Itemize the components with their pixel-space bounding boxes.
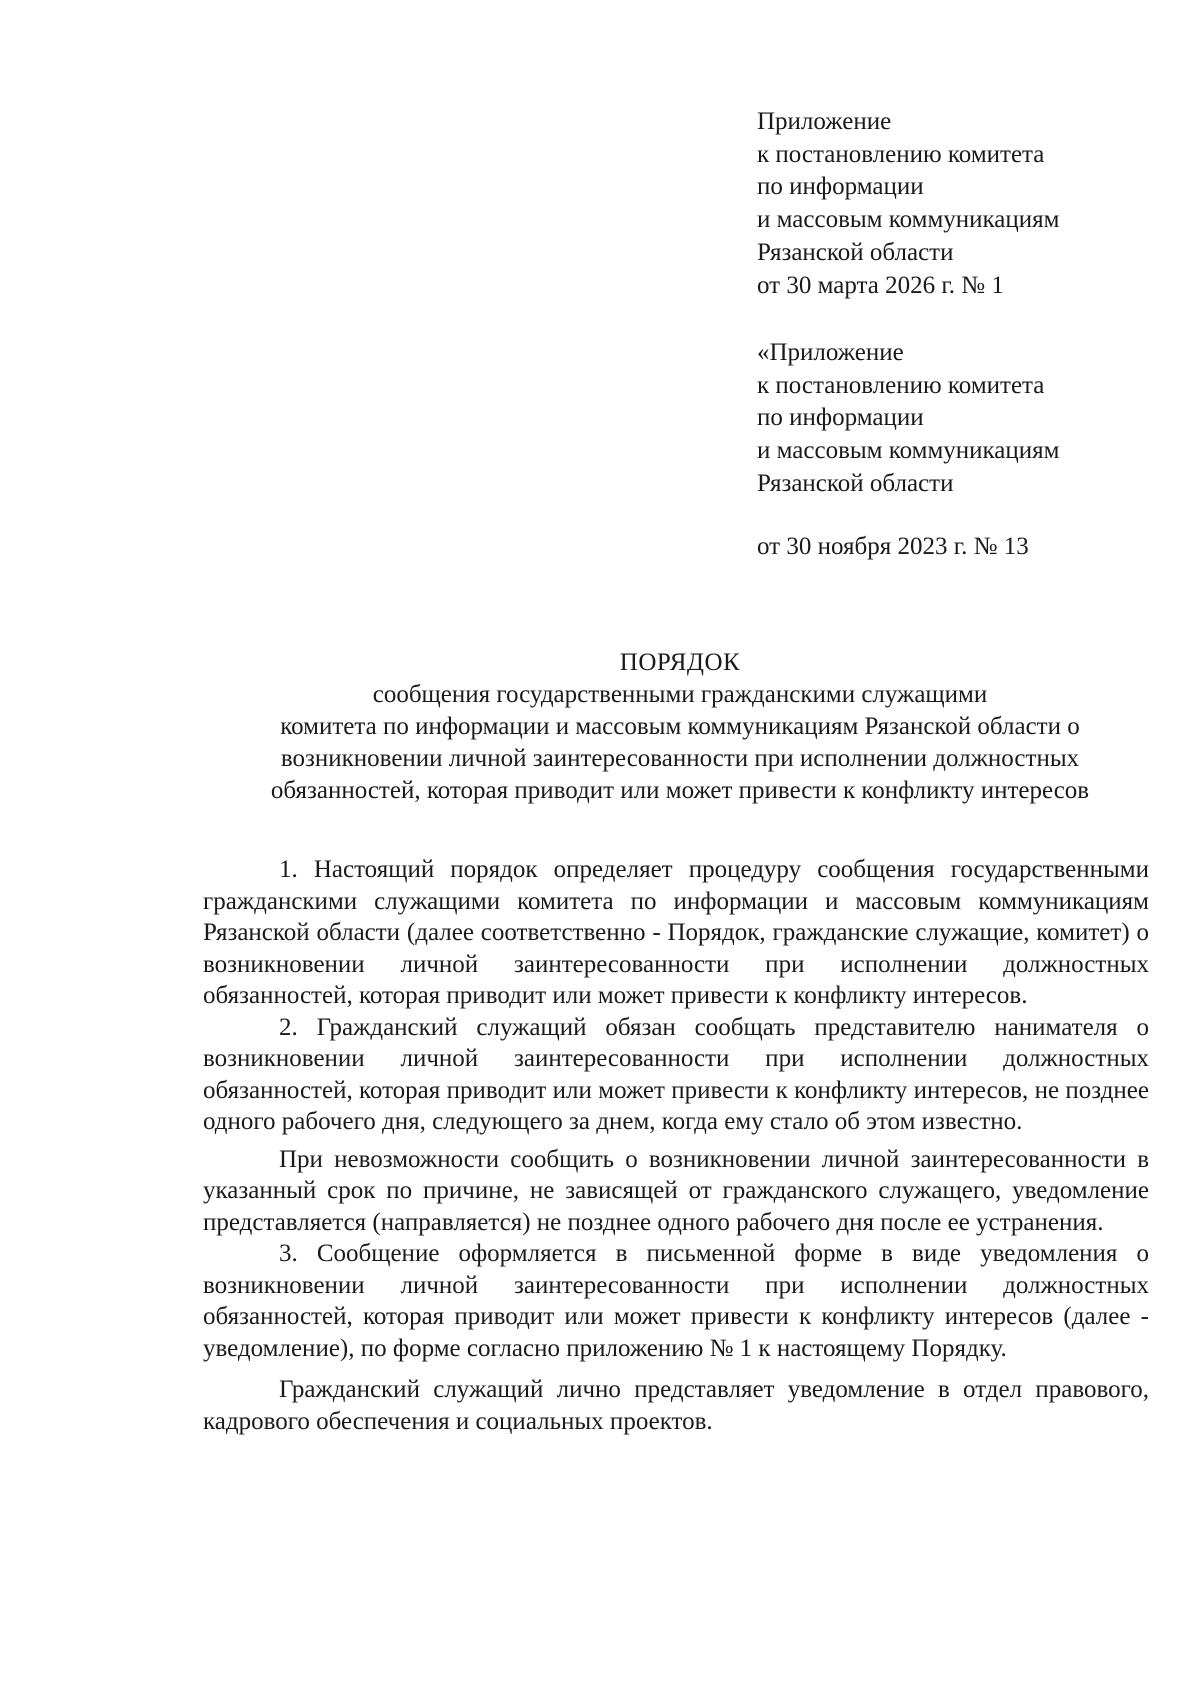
document-body xyxy=(203,854,1149,1437)
appendix-date: от 30 марта 2026 г. № 1 xyxy=(757,271,1004,299)
title-heading: ПОРЯДОК xyxy=(619,649,741,676)
appendix-header-current xyxy=(757,106,1059,302)
appendix-line: и массовым коммуникациям xyxy=(757,206,1060,234)
paragraph-2-continued: При невозможности сообщить о возникновении личной заинтересованности в указанный срок по причине, не зависящей от гражданского служащего, уведомление представляется (направляется) не позднее одного рабочего дня после ее устранения. xyxy=(203,1145,1149,1236)
appendix-header-previous xyxy=(757,337,1059,501)
appendix-line: Рязанской области xyxy=(757,238,954,266)
title-line: комитета по информации и массовым коммуникациям Рязанской области о xyxy=(280,713,1080,740)
paragraph-1: 1. Настоящий порядок определяет процедуру сообщения государственными гражданскими служащими комитета по информации и массовым коммуникациям Рязанской области (далее соответственно - Порядок, гражданские служащие, комитет) о возникновении личной заинтересованности при исполнении должностных обязанностей, которая приводит или может привести к конфликту интересов. xyxy=(203,856,1149,1009)
appendix-line: и массовым коммуникациям xyxy=(757,437,1060,465)
appendix-line: Рязанской области xyxy=(757,469,954,497)
appendix-line: по информации xyxy=(757,404,924,432)
document-title xyxy=(200,647,1160,807)
paragraph-3-continued: Гражданский служащий лично представляет уведомление в отдел правового, кадрового обеспечения и социальных проектов. xyxy=(203,1376,1149,1435)
title-line: возникновении личной заинтересованности при исполнении должностных xyxy=(280,745,1080,772)
title-line: обязанностей, которая приводит или может привести к конфликту интересов xyxy=(270,777,1090,804)
appendix-previous-date: от 30 ноября 2023 г. № 13 xyxy=(757,533,1029,560)
appendix-line: «Приложение xyxy=(757,339,904,366)
appendix-line: Приложение xyxy=(757,108,892,135)
appendix-line: к постановлению комитета xyxy=(757,371,1045,399)
paragraph-2: 2. Гражданский служащий обязан сообщать представителю нанимателя о возникновении личной заинтересованности при исполнении должностных обязанностей, которая приводит или может привести к конфликту интересов, не позднее одного рабочего дня, следующего за днем, когда ему стало об этом известно. xyxy=(203,1013,1149,1135)
appendix-line: к постановлению комитета xyxy=(757,140,1045,168)
appendix-line: по информации xyxy=(757,173,924,201)
paragraph-3: 3. Сообщение оформляется в письменной форме в виде уведомления о возникновении личной заинтересованности при исполнении должностных обязанностей, которая приводит или может привести к конфликту интересов (далее - уведомление), по форме согласно приложению № 1 к настоящему Порядку. xyxy=(203,1240,1149,1362)
title-line: сообщения государственными гражданскими служащими xyxy=(372,681,988,708)
